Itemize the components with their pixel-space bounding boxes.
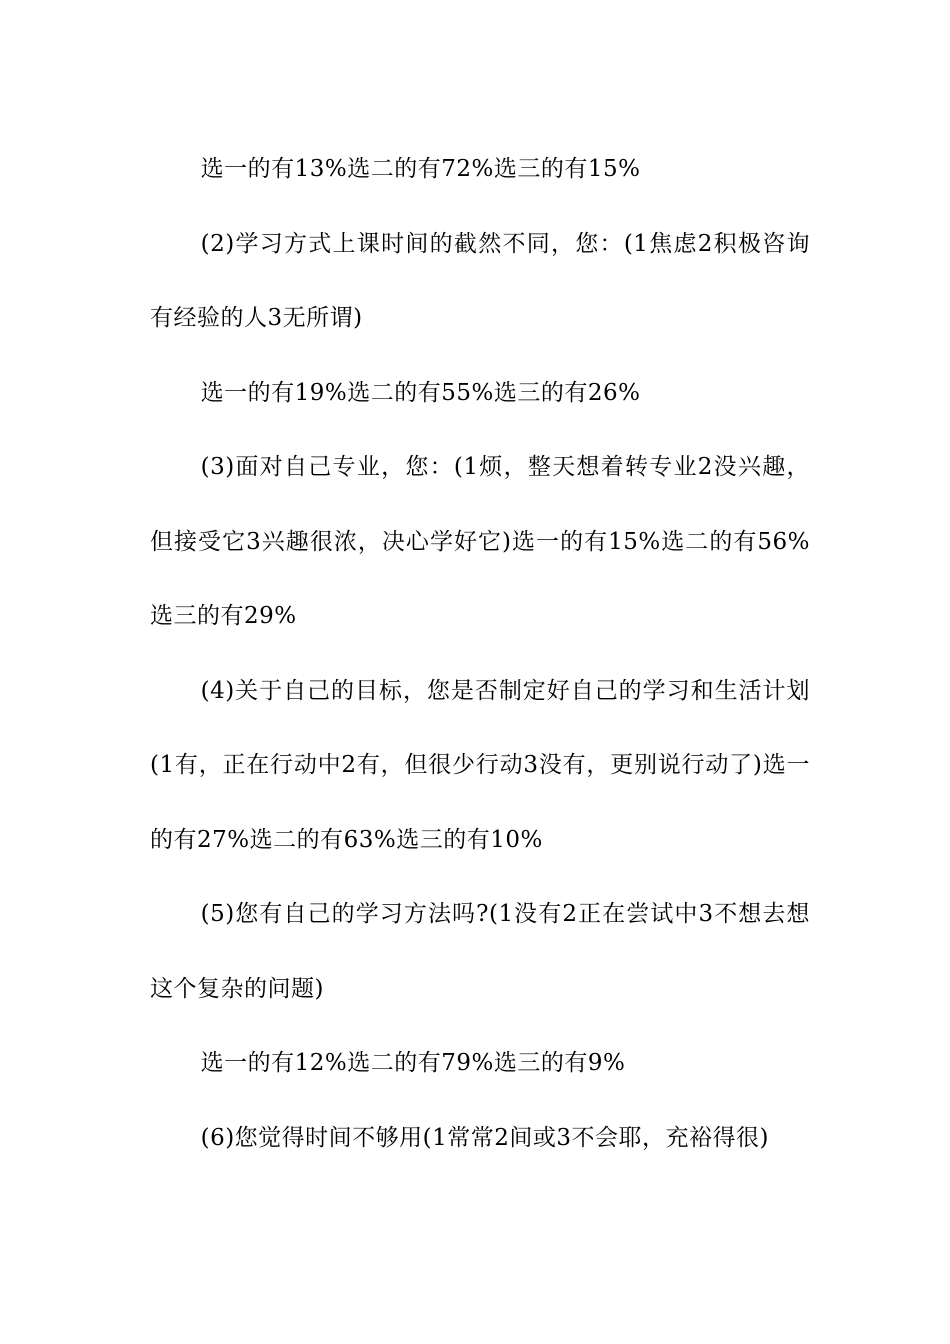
paragraph-q5-result: 选一的有12%选二的有79%选三的有9% [200,1050,626,1076]
paragraph-q2-question: (2)学习方式上课时间的截然不同，您：(1焦虑2积极咨询有经验的人3无所谓) [150,230,810,331]
paragraph-q1-result: 选一的有13%选二的有72%选三的有15% [200,156,641,182]
paragraph-q2-result: 选一的有19%选二的有55%选三的有26% [200,379,641,406]
paragraph-q4: (4)关于自己的目标，您是否制定好自己的学习和生活计划(1有，正在行动中2有，但很少行动3没有，更别说行动了)选一的有27%选二的有63%选三的有10% [150,677,810,853]
paragraph-q6-question: (6)您觉得时间不够用(1常常2间或3不会耶，充裕得很) [200,1124,770,1151]
paragraph-q5-question: (5)您有自己的学习方法吗?(1没有2正在尝试中3不想去想这个复杂的问题) [150,901,810,1002]
paragraph-q3: (3)面对自己专业，您：(1烦，整天想着转专业2没兴趣，但接受它3兴趣很浓，决心学好它)选一的有15%选二的有56%选三的有29% [150,454,810,629]
document-body [150,132,810,1175]
